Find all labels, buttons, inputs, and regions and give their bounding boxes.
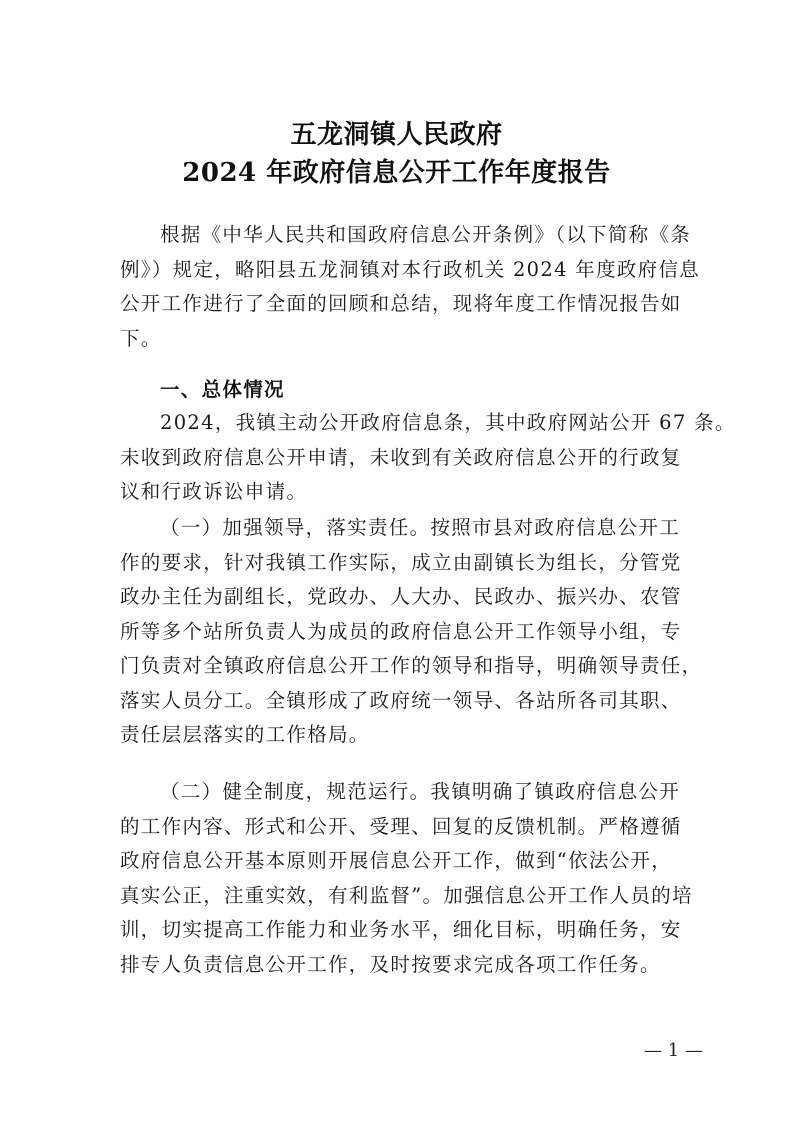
document-title-line1: 五龙洞镇人民政府	[290, 120, 503, 150]
page-number: — 1 —	[644, 1040, 703, 1061]
part2-line: 真实公正，注重实效，有利监督”。加强信息公开工作人员的培	[120, 883, 693, 907]
part2-line: 训，切实提高工作能力和业务水平，细化目标，明确任务，安	[120, 918, 682, 941]
part1-line: （一）加强领导，落实责任。按照市县对政府信息公开工	[160, 516, 681, 539]
overview-line: 2024，我镇主动公开政府信息条，其中政府网站公开 67 条。	[160, 411, 736, 434]
intro-line: 例》）规定，略阳县五龙洞镇对本行政机关 2024 年度政府信息	[120, 257, 701, 281]
part2-line: （二）健全制度，规范运行。我镇明确了镇政府信息公开	[160, 780, 681, 803]
part2-line: 排专人负责信息公开工作，及时按要求完成各项工作任务。	[120, 952, 661, 976]
document-title-line2: 2024 年政府信息公开工作年度报告	[182, 158, 611, 188]
overview-paragraph	[120, 406, 736, 510]
part2-line: 政府信息公开基本原则开展信息公开工作，做到“依法公开，	[120, 849, 673, 872]
part1-line: 落实人员分工。全镇形成了政府统一领导、各站所各司其职、	[120, 688, 682, 712]
overview-line: 议和行政诉讼申请。	[120, 480, 308, 503]
section1-heading: 一、总体情况	[160, 378, 285, 401]
part2-paragraph	[120, 775, 693, 982]
part2-line: 的工作内容、形式和公开、受理、回复的反馈机制。严格遵循	[120, 814, 682, 838]
part1-line: 门负责对全镇政府信息公开工作的领导和指导，明确领导责任，	[120, 654, 703, 677]
overview-line: 未收到政府信息公开申请，未收到有关政府信息公开的行政复	[120, 445, 682, 469]
intro-line: 下。	[120, 326, 162, 350]
part1-line: 政办主任为副组长，党政办、人大办、民政办、振兴办、农管	[120, 585, 682, 608]
part1-line: 作的要求，针对我镇工作实际，成立由副镇长为组长，分管党	[120, 550, 682, 574]
part1-line: 责任层层落实的工作格局。	[120, 723, 370, 746]
part1-line: 所等多个站所负责人为成员的政府信息公开工作领导小组，专	[120, 619, 682, 643]
intro-paragraph	[120, 218, 701, 356]
intro-line: 根据《中华人民共和国政府信息公开条例》（以下简称《条	[160, 223, 692, 246]
part1-paragraph	[120, 511, 703, 753]
intro-line: 公开工作进行了全面的回顾和总结，现将年度工作情况报告如	[120, 292, 682, 315]
